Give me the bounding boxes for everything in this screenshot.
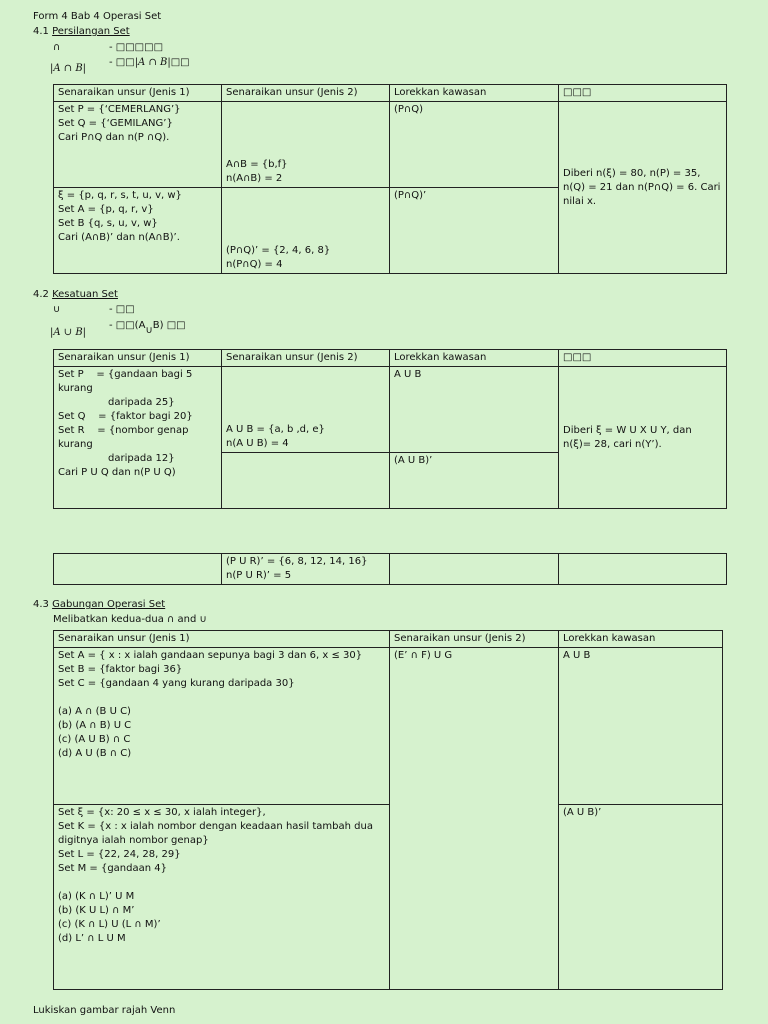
answer-cell: (P∩Q)’ = {2, 4, 6, 8} n(P∩Q) = 4 <box>222 188 390 274</box>
exercise-cell: Diberi n(ξ) = 80, n(P) = 35, n(Q) = 21 dan n(P∩Q) = 6. Cari nilai x. <box>559 102 727 274</box>
answer-cell <box>222 453 390 509</box>
question-cell: Set P = {gandaan bagi 5 kurang daripada 25} Set Q = {faktor bagi 20} Set R = {nombor genap kurang daripada 12} Cari P U Q dan n(P U Q) <box>54 367 222 509</box>
header-cell: Lorekkan kawasan <box>390 350 559 367</box>
section-number: 4.1 <box>33 26 49 37</box>
symbol-union: ∪ <box>53 304 61 315</box>
answer-cell: A U B = {a, b ,d, e} n(A U B) = 4 <box>222 367 390 453</box>
footer-instruction: Lukiskan gambar rajah Venn <box>33 1005 176 1016</box>
header-cell: Senaraikan unsur (Jenis 1) <box>54 631 390 648</box>
notation-union: |A ∪ B| <box>50 327 87 338</box>
shade-cell: (A U B)’ <box>559 805 723 990</box>
exercise-cell: Diberi ξ = W U X U Y, dan n(ξ)= 28, cari n(Y’). <box>559 367 727 509</box>
answer-cell: A∩B = {b,f} n(A∩B) = 2 <box>222 102 390 188</box>
header-cell: Lorekkan kawasan <box>559 631 723 648</box>
table-combined <box>53 630 723 990</box>
shade-cell: (A U B)’ <box>390 453 559 509</box>
question-cell: Set ξ = {x: 20 ≤ x ≤ 30, x ialah integer}, Set K = {x : x ialah nombor dengan keadaan hasil tambah dua digitnya ialah nombor genap} Set L = {22, 24, 28, 29} Set M = {gandaan 4} (a) (K ∩ L)’ U M (b) (K U L) ∩ M’ (c) (K ∩ L) U (L ∩ M)’ (d) L’ ∩ L U M <box>54 805 390 990</box>
section-number: 4.2 <box>33 289 49 300</box>
question-cell: ξ = {p, q, r, s, t, u, v, w} Set A = {p, q, r, v} Set B {q, s, u, v, w} Cari (A∩B)’ dan n(A∩B)’. <box>54 188 222 274</box>
header-cell: Senaraikan unsur (Jenis 2) <box>222 85 390 102</box>
section-title: Gabungan Operasi Set <box>52 599 166 610</box>
section-4-2-heading <box>33 289 118 300</box>
header-cell: Senaraikan unsur (Jenis 2) <box>390 631 559 648</box>
shade-cell: A U B <box>390 367 559 453</box>
question-cell: Set P = {‘CEMERLANG’} Set Q = {‘GEMILANG’} Cari P∩Q dan n(P ∩Q). <box>54 102 222 188</box>
symbol-meaning: - □□□□□ <box>109 42 164 53</box>
header-cell: □□□ <box>559 85 727 102</box>
header-cell: Senaraikan unsur (Jenis 2) <box>222 350 390 367</box>
answer-cell: (P U R)’ = {6, 8, 12, 14, 16} n(P U R)’ = 5 <box>222 554 390 585</box>
section-number: 4.3 <box>33 599 49 610</box>
header-cell: Lorekkan kawasan <box>390 85 559 102</box>
table-union-extra <box>53 553 727 585</box>
shade-cell: (P∩Q) <box>390 102 559 188</box>
table-intersection <box>53 84 727 274</box>
section-4-3-heading <box>33 599 165 610</box>
question-cell: Set A = { x : x ialah gandaan sepunya bagi 3 dan 6, x ≤ 30} Set B = {faktor bagi 36} Set C = {gandaan 4 yang kurang daripada 30} (a) A ∩ (B U C) (b) (A ∩ B) U C (c) (A U B) ∩ C (d) A U (B ∩ C) <box>54 648 390 805</box>
section-subtitle: Melibatkan kedua-dua ∩ and ∪ <box>53 614 207 625</box>
question-cell <box>54 554 222 585</box>
section-title: Kesatuan Set <box>52 289 118 300</box>
notation-meaning: - □□|A ∩ B|□□ <box>109 57 190 68</box>
notation-meaning: - □□(A∪B) □□ <box>109 320 186 336</box>
exercise-cell <box>559 554 727 585</box>
shade-cell: A U B <box>559 648 723 805</box>
shade-cell: (P∩Q)’ <box>390 188 559 274</box>
header-cell: □□□ <box>559 350 727 367</box>
header-cell: Senaraikan unsur (Jenis 1) <box>54 350 222 367</box>
symbol-meaning: - □□ <box>109 304 135 315</box>
section-title: Persilangan Set <box>52 26 130 37</box>
answer-cell: (E’ ∩ F) U G <box>390 648 559 990</box>
notation-intersection: |A ∩ B| <box>50 63 87 74</box>
header-cell: Senaraikan unsur (Jenis 1) <box>54 85 222 102</box>
section-4-1-heading <box>33 26 130 37</box>
shade-cell <box>390 554 559 585</box>
page-title: Form 4 Bab 4 Operasi Set <box>33 11 162 22</box>
table-union <box>53 349 727 509</box>
symbol-intersection: ∩ <box>53 42 61 53</box>
